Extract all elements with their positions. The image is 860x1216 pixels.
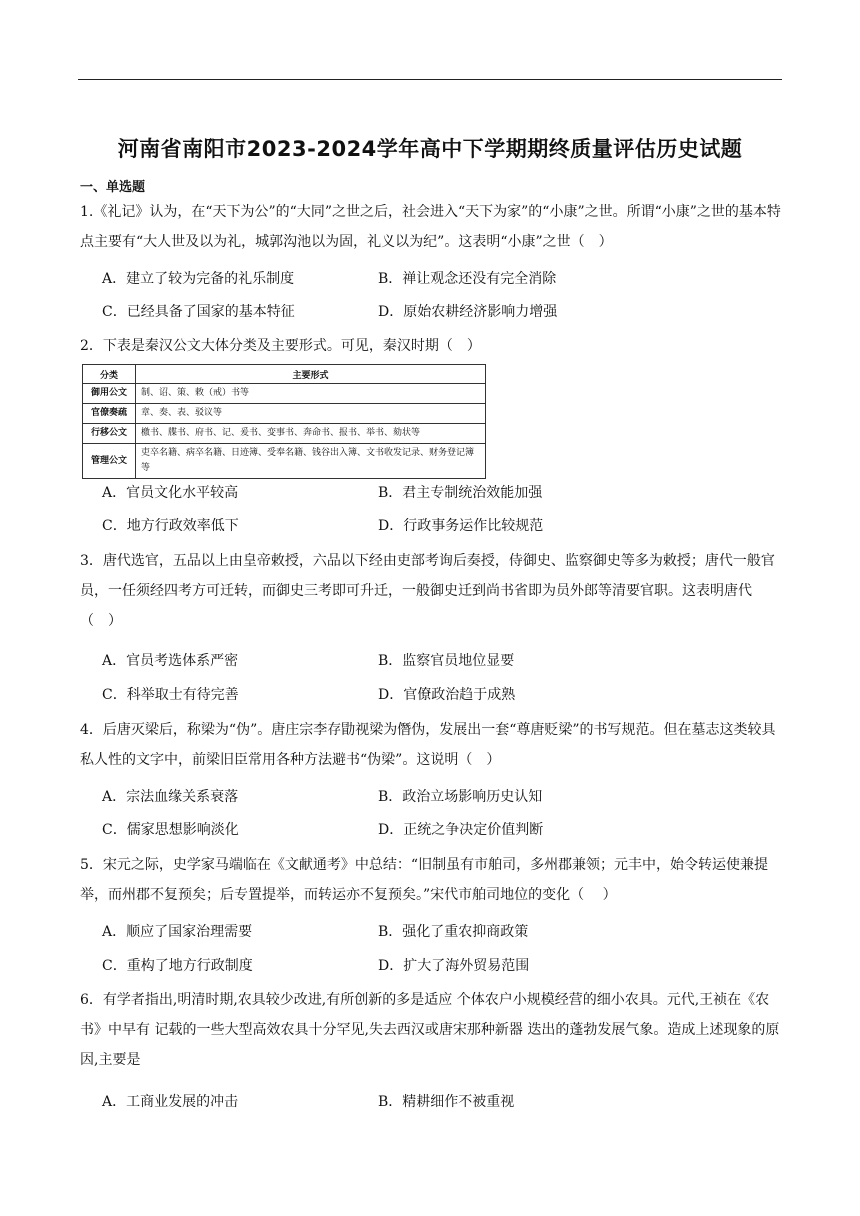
table-row xyxy=(83,424,486,444)
table-row xyxy=(83,384,486,404)
table-cell-forms: 章、奏、表、驳议等 xyxy=(136,404,486,424)
question-3-stem: 3．唐代选官，五品以上由皇帝敕授，六品以下经由吏部考询后奏授，侍御史、监察御史等多为敕授；唐代一般官员，一任须经四考方可迁转，而御史三考即可升迁，一般御史迁到尚书省即为员外郎等清要官职。这表明唐代（ ） xyxy=(80,553,775,629)
question-4-option-a[interactable]: A．宗法血缘关系衰落 xyxy=(102,789,239,805)
page-title: 河南省南阳市2023-2024学年高中下学期期终质量评估历史试题 xyxy=(117,137,743,161)
question-1-option-c[interactable]: C．已经具备了国家的基本特征 xyxy=(102,304,295,320)
question-2-option-a[interactable]: A．官员文化水平较高 xyxy=(102,485,239,501)
question-2-option-c[interactable]: C．地方行政效率低下 xyxy=(102,518,239,534)
question-1-stem: 1.《礼记》认为，在“天下为公”的“大同”之世之后，社会进入“天下为家”的“小康”之世。所谓“小康”之世的基本特点主要有“大人世及以为礼，城郭沟池以为固，礼义以为纪”。这表明“小康”之世（ ） xyxy=(80,204,781,250)
question-3-option-d[interactable]: D．官僚政治趋于成熟 xyxy=(378,687,516,703)
table-header-category: 分类 xyxy=(83,365,136,384)
question-2-option-b[interactable]: B．君主专制统治效能加强 xyxy=(378,485,543,501)
header-rule xyxy=(78,79,782,80)
table-cell-category: 官僚奏疏 xyxy=(83,404,136,424)
question-4-option-b[interactable]: B．政治立场影响历史认知 xyxy=(378,789,543,805)
question-6-option-a[interactable]: A．工商业发展的冲击 xyxy=(102,1094,239,1110)
question-3-option-a[interactable]: A．官员考选体系严密 xyxy=(102,653,239,669)
table-header-row xyxy=(83,365,486,384)
question-5-option-d[interactable]: D．扩大了海外贸易范围 xyxy=(378,958,530,974)
table-cell-category: 管理公文 xyxy=(83,444,136,479)
document-forms-table xyxy=(82,364,486,479)
table-row xyxy=(83,404,486,424)
table-cell-forms: 制、诏、策、敕（戒）书等 xyxy=(136,384,486,404)
table-row xyxy=(83,444,486,479)
question-5-option-b[interactable]: B．强化了重农抑商政策 xyxy=(378,924,529,940)
question-3-option-b[interactable]: B．监察官员地位显要 xyxy=(378,653,515,669)
table-cell-category: 御用公文 xyxy=(83,384,136,404)
question-2-option-d[interactable]: D．行政事务运作比较规范 xyxy=(378,518,544,534)
question-4-stem: 4．后唐灭梁后，称梁为“伪”。唐庄宗李存勖视梁为僭伪，发展出一套“尊唐贬梁”的书写规范。但在墓志这类较具私人性的文字中，前梁旧臣常用各种方法避书“伪梁”。这说明（ ） xyxy=(80,722,776,768)
question-1-option-a[interactable]: A．建立了较为完备的礼乐制度 xyxy=(102,271,295,287)
question-5-option-a[interactable]: A．顺应了国家治理需要 xyxy=(102,924,253,940)
question-2-stem: 2．下表是秦汉公文大体分类及主要形式。可见，秦汉时期（ ） xyxy=(80,338,481,354)
table-cell-category: 行移公文 xyxy=(83,424,136,444)
question-6-stem: 6．有学者指出,明清时期,农具较少改进,有所创新的多是适应 个体农户小规模经营的细小农具。元代,王祯在《农书》中早有 记载的一些大型高效农具十分罕见,失去西汉或唐宋那种新器 迭出的蓬勃发展气象。造成上述现象的原因,主要是 xyxy=(80,992,780,1068)
question-1-option-d[interactable]: D．原始农耕经济影响力增强 xyxy=(378,304,558,320)
table-cell-forms: 檄书、牒书、府书、记、爰书、变事书、奔命书、报书、举书、劾状等 xyxy=(136,424,486,444)
table-header-forms: 主要形式 xyxy=(136,365,486,384)
question-4-option-c[interactable]: C．儒家思想影响淡化 xyxy=(102,822,239,838)
question-5-option-c[interactable]: C．重构了地方行政制度 xyxy=(102,958,253,974)
table-cell-forms: 吏卒名籍、病卒名籍、日迹簿、受奉名籍、钱谷出入簿、文书收发记录、财务登记簿等 xyxy=(136,444,486,479)
question-3-option-c[interactable]: C．科举取士有待完善 xyxy=(102,687,239,703)
section-heading: 一、单选题 xyxy=(80,180,146,195)
question-1-option-b[interactable]: B．禅让观念还没有完全消除 xyxy=(378,271,557,287)
question-5-stem: 5．宋元之际，史学家马端临在《文献通考》中总结：“旧制虽有市舶司，多州郡兼领；元丰中，始令转运使兼提举，而州郡不复预矣；后专置提举，而转运亦不复预矣。”宋代市舶司地位的变化（ ） xyxy=(80,857,769,903)
question-6-option-b[interactable]: B．精耕细作不被重视 xyxy=(378,1094,515,1110)
question-4-option-d[interactable]: D．正统之争决定价值判断 xyxy=(378,822,544,838)
